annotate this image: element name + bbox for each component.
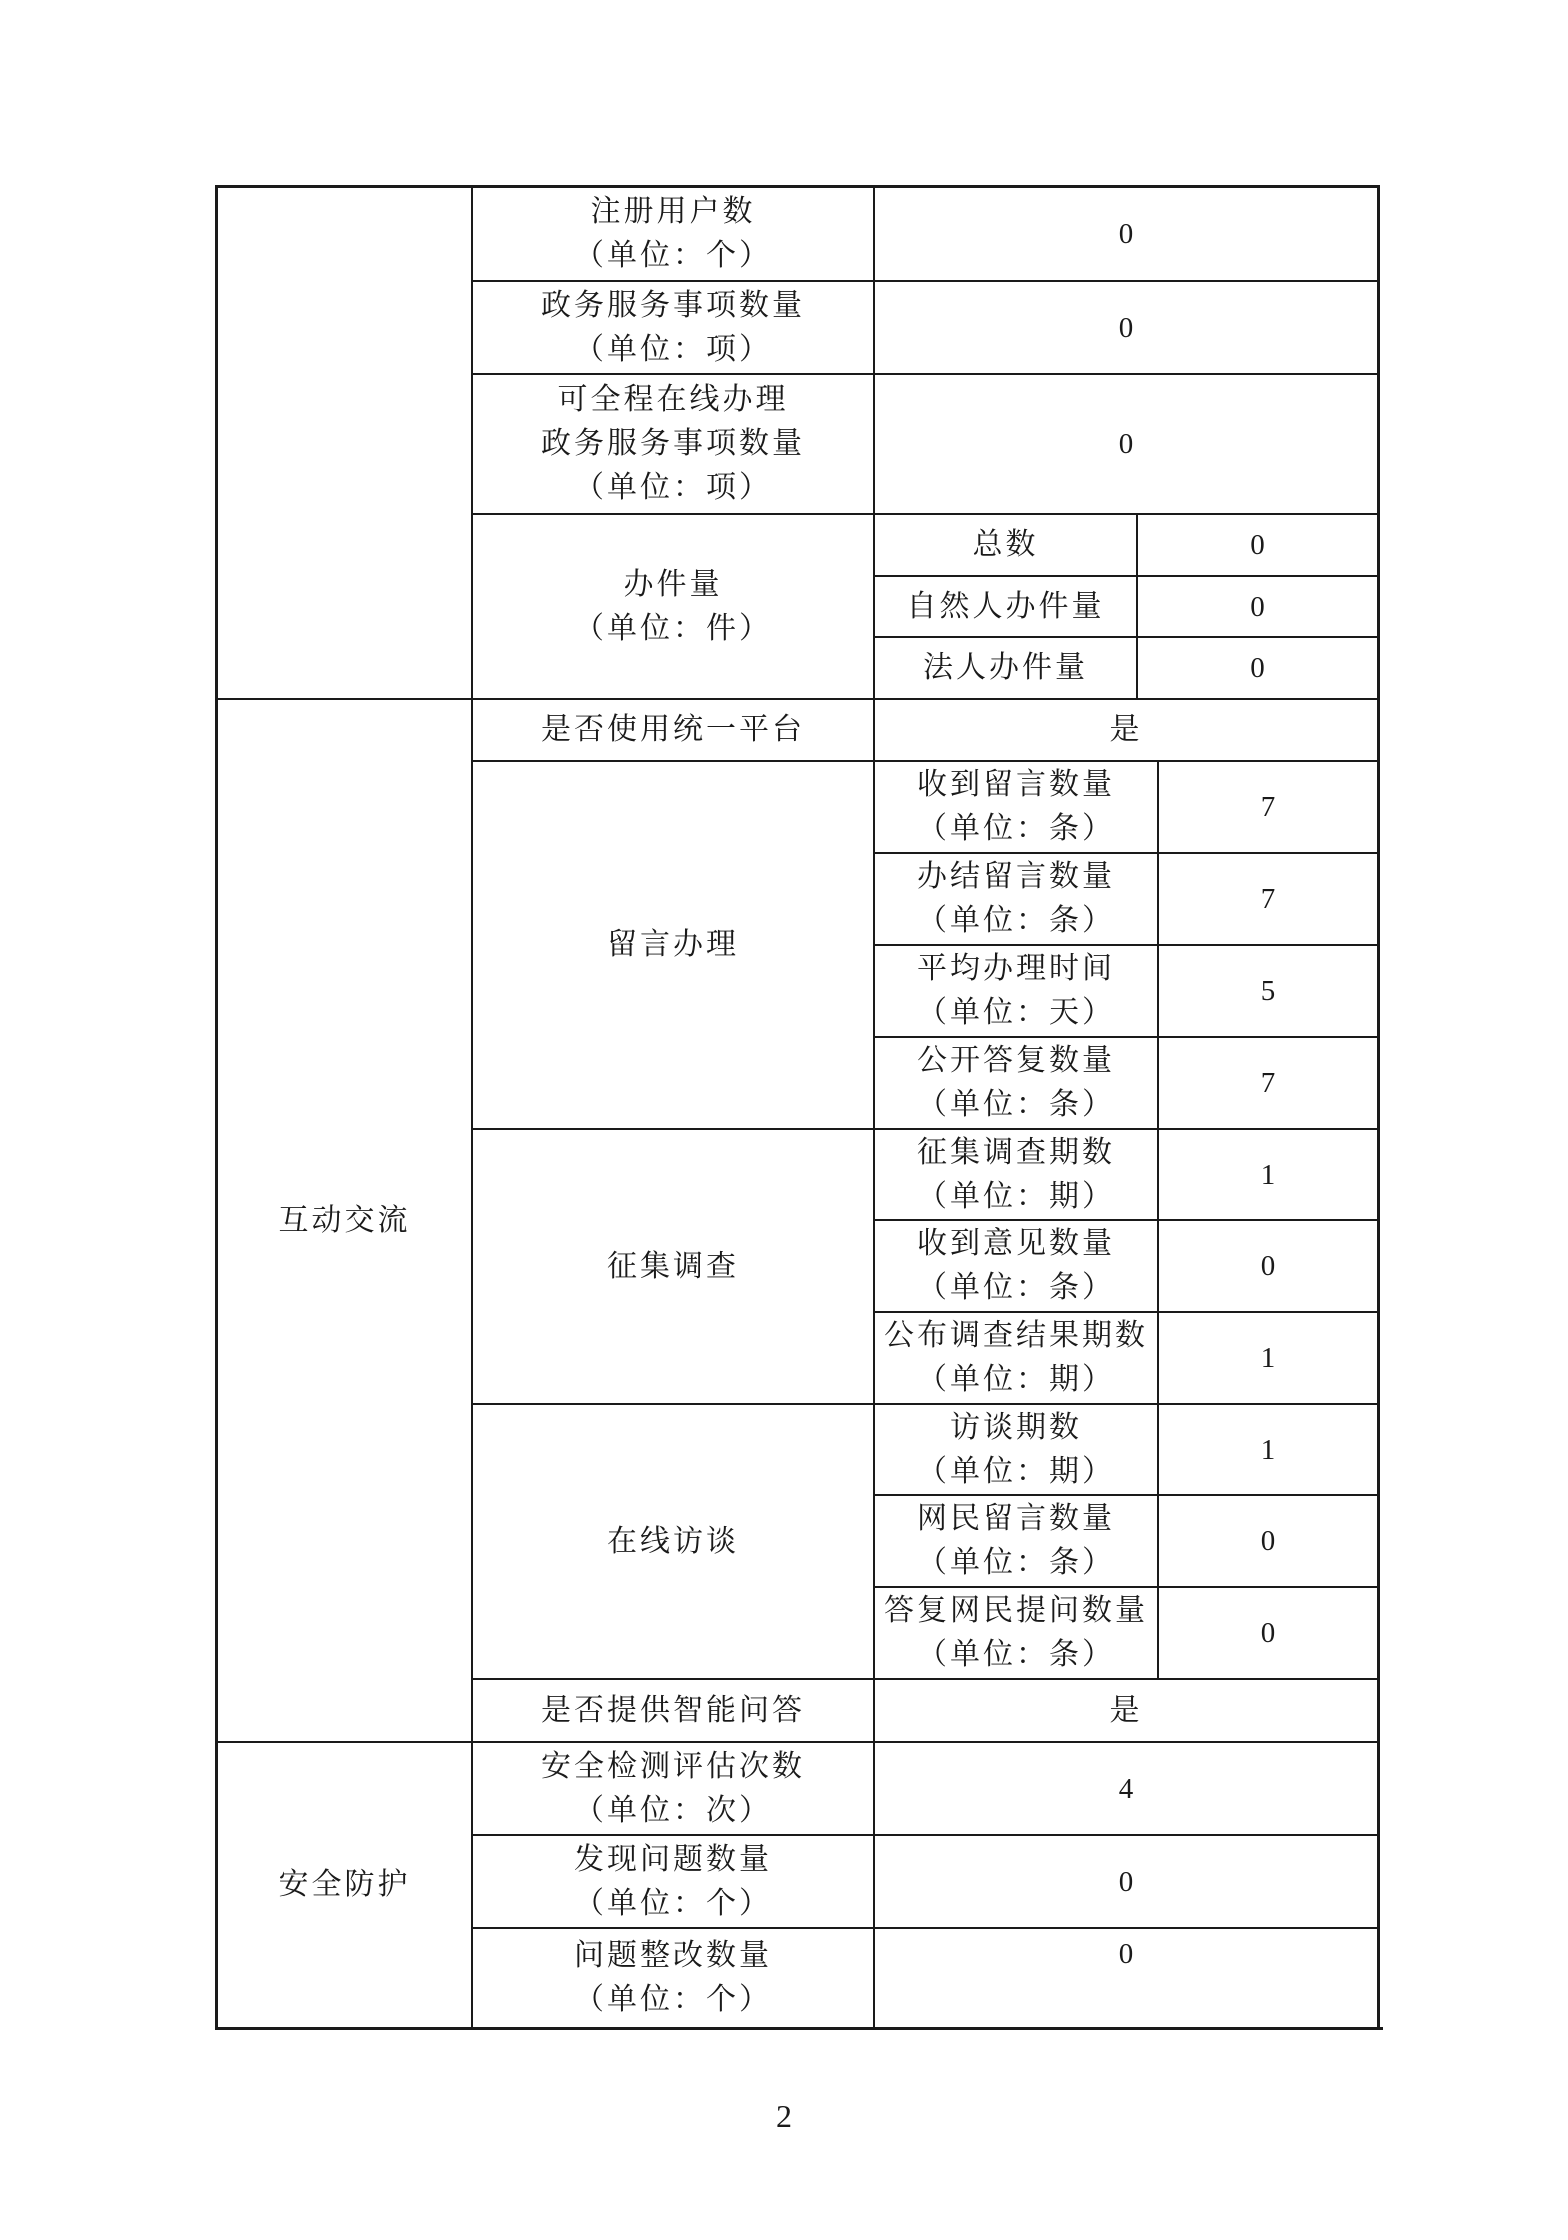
messages-received-value: 7 bbox=[1260, 791, 1276, 823]
messages-public-replies-label: 公开答复数量 （单位：条） bbox=[917, 1043, 1115, 1122]
smart-qa-value: 是 bbox=[1109, 1692, 1143, 1728]
online-items-label: 可全程在线办理 政务服务事项数量 （单位：项） bbox=[541, 382, 805, 505]
case-natural-label: 自然人办件量 bbox=[906, 588, 1105, 624]
case-natural-value: 0 bbox=[1250, 590, 1265, 623]
security-category: 安全防护 bbox=[278, 1867, 411, 1902]
security-issues-label: 发现问题数量 （单位：个） bbox=[574, 1841, 772, 1921]
messages-completed-label: 办结留言数量 （单位：条） bbox=[917, 859, 1115, 938]
case-total-value: 0 bbox=[1250, 529, 1265, 561]
case-volume-label: 办件量 （单位：件） bbox=[574, 566, 772, 646]
security-issues-value: 0 bbox=[1118, 1865, 1134, 1898]
page-number: 2 bbox=[776, 2098, 792, 2134]
survey-label: 征集调查 bbox=[607, 1248, 739, 1284]
unified-platform-value: 是 bbox=[1109, 712, 1143, 747]
gov-service-items-label: 政务服务事项数量 （单位：项） bbox=[541, 287, 805, 367]
registered-users-label: 注册用户数 （单位：个） bbox=[574, 193, 772, 273]
messages-public-replies-value: 7 bbox=[1260, 1067, 1276, 1099]
messages-received-label: 收到留言数量 （单位：条） bbox=[917, 767, 1115, 846]
smart-qa-label: 是否提供智能问答 bbox=[541, 1692, 805, 1728]
messages-avg-time-label: 平均办理时间 （单位：天） bbox=[917, 951, 1115, 1030]
registered-users-value: 0 bbox=[1118, 217, 1134, 250]
security-fixed-label: 问题整改数量 （单位：个） bbox=[574, 1938, 772, 2017]
interview-answers-label: 答复网民提问数量 （单位：条） bbox=[884, 1593, 1148, 1672]
case-legal-value: 0 bbox=[1250, 652, 1265, 684]
online-items-value: 0 bbox=[1118, 428, 1134, 460]
security-checks-label: 安全检测评估次数 （单位：次） bbox=[541, 1748, 805, 1828]
interview-label: 在线访谈 bbox=[607, 1523, 739, 1559]
interview-netizen-msgs-value: 0 bbox=[1260, 1525, 1276, 1557]
unified-platform-label: 是否使用统一平台 bbox=[541, 712, 805, 747]
case-total-label: 总数 bbox=[972, 527, 1039, 562]
interview-periods-value: 1 bbox=[1260, 1433, 1276, 1466]
survey-opinions-value: 0 bbox=[1260, 1250, 1276, 1282]
messages-avg-time-value: 5 bbox=[1260, 975, 1276, 1007]
survey-results-label: 公布调查结果期数 （单位：期） bbox=[884, 1318, 1148, 1397]
case-legal-label: 法人办件量 bbox=[923, 650, 1088, 685]
interview-netizen-msgs-label: 网民留言数量 （单位：条） bbox=[917, 1501, 1115, 1580]
survey-results-value: 1 bbox=[1260, 1342, 1276, 1374]
security-checks-value: 4 bbox=[1118, 1772, 1134, 1805]
interview-answers-value: 0 bbox=[1260, 1617, 1276, 1649]
gov-service-items-value: 0 bbox=[1118, 311, 1134, 344]
survey-periods-value: 1 bbox=[1260, 1158, 1276, 1191]
messages-label: 留言办理 bbox=[607, 927, 739, 962]
survey-opinions-label: 收到意见数量 （单位：条） bbox=[917, 1226, 1115, 1305]
interview-periods-label: 访谈期数 （单位：期） bbox=[917, 1409, 1115, 1489]
interaction-category: 互动交流 bbox=[278, 1202, 411, 1238]
messages-completed-value: 7 bbox=[1260, 883, 1276, 915]
survey-periods-label: 征集调查期数 （单位：期） bbox=[917, 1134, 1115, 1214]
security-fixed-value: 0 bbox=[1118, 1938, 1134, 1970]
